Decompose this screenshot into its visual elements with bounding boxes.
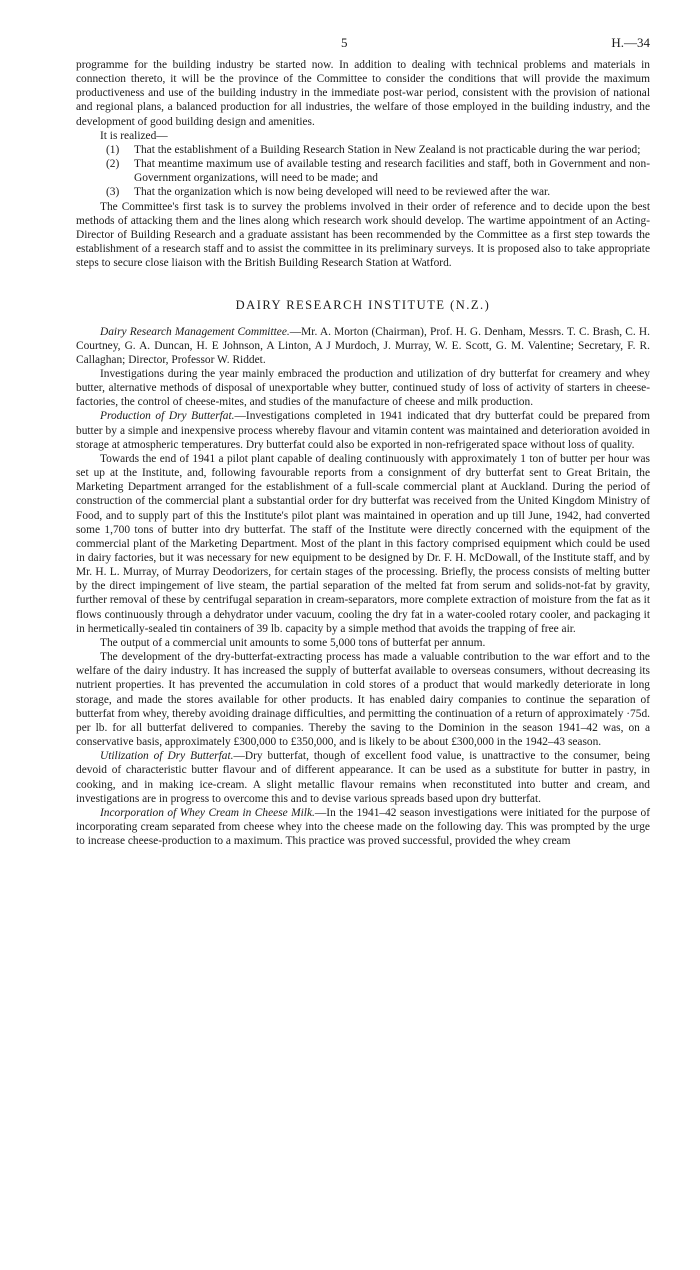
paragraph-output: The output of a commercial unit amounts to some 5,000 tons of butterfat per annum. (100, 636, 486, 649)
paragraph-realized: It is realized— (100, 129, 168, 142)
list-item (76, 143, 650, 157)
list-item (76, 185, 650, 199)
list-item-text: That the organization which is now being developed will need to be reviewed after the war. (134, 186, 551, 199)
realized-list (76, 143, 650, 200)
run-in-heading: Incorporation of Whey Cream in Cheese Milk. (100, 806, 315, 819)
paragraph-text: —In the 1941–42 season investigations were initiated for the purpose of incorporating cream separated from cheese whey into the cheese made on the following day. This was prompted by the urge to increase cheese-production to a maximum. This practice was proved successful, provided the whey cream (76, 806, 650, 848)
paragraph-text: —Mr. A. Morton (Chairman), Prof. H. G. Denham, Messrs. T. C. Brash, C. H. Courtney, G. A. Duncan, H. E Johnson, A Linton, A J Murdoch, J. Murray, W. E. Scott, G. M. Valentine; Secretary, F. R. Callaghan; Director, Professor W. Riddet. (76, 325, 650, 366)
list-item-number: (2) (106, 158, 120, 171)
run-in-heading: Utilization of Dry Butterfat. (100, 750, 234, 763)
paragraph-investigations: Investigations during the year mainly embraced the production and utilization of dry butterfat for creamery and whey butter, alternative methods of disposal of unexportable whey butter, continued study of loss of activity of starters in cheese-factories, the control of cheese-mites, and studies of the manufacture of cheese and milk production. (76, 367, 650, 409)
paragraph-committee-members (76, 325, 650, 367)
document-page (76, 36, 650, 848)
section-heading-dairy: DAIRY RESEARCH INSTITUTE (N.Z.) (235, 298, 491, 313)
paragraph-incorporation (76, 806, 650, 848)
paragraph-production (76, 409, 650, 451)
document-reference: H.—34 (611, 35, 650, 50)
list-item (76, 157, 650, 185)
list-item-text: That the establishment of a Building Research Station in New Zealand is not practicable during the war period; (134, 143, 641, 156)
page-number: 5 (341, 35, 348, 50)
paragraph-programme: programme for the building industry be started now. In addition to dealing with technical problems and materials in connection thereto, it will be the province of the Committee to consider the conditions that will provide the maximum productiveness and use of the building industry in the immediate post-war period, consistent with the provision of national and regional plans, a balanced production for all industries, the welfare of those employed in the building industry, and the development of good building design and amenities. (76, 59, 650, 128)
run-in-heading: Dairy Research Management Committee. (100, 325, 290, 338)
run-in-heading: Production of Dry Butterfat. (100, 410, 235, 423)
paragraph-text: —Investigations completed in 1941 indicated that dry butterfat could be prepared from butter by a simple and inexpensive process whereby flavour and vitamin content was maintained and deterioration avoided in storage at atmospheric temperatures. Dry butterfat could also be exported in non-refrigerated space without loss of quality. (76, 410, 650, 451)
list-item-text: That meantime maximum use of available testing and research facilities and staff, both in Government and non-Government organizations, will need to be made; and (134, 158, 650, 185)
paragraph-utilization (76, 749, 650, 806)
list-item-number: (1) (106, 143, 120, 156)
list-item-number: (3) (106, 186, 120, 199)
paragraph-pilot-plant: Towards the end of 1941 a pilot plant capable of dealing continuously with approximately 1 ton of butter per hour was set up at the Institute, and, following favourable reports from a consignment of dry butterfat sent to Great Britain, the Marketing Department arranged for the establishment of a full-scale commercial plant at Auckland. During the period of construction of the commercial plant a substantial order for dry butterfat was received from the United Kingdom Ministry of Food, and to supply part of this the Institute's pilot plant was maintained in operation and up till June, 1942, had converted some 1,700 tons of butter into dry butterfat. The staff of the Institute were directly concerned with the equipment of the commercial plant of the Marketing Department. Most of the plant in this factory comprised equipment which could be used in dairy factories, but it was necessary for new equipment to be designed by Dr. F. H. McDowall, of the Institute staff, and by Mr. H. L. Murray, of Murray Deodorizers, for certain stages of the processing. Briefly, the process consists of melting butter by the direct impingement of live steam, the partial separation of the melted fat from serum and solids-not-fat by gravity, further removal of these by centrifugal separation in cream-separators, more complete extraction of moisture from the fat as it flows continuously through a dehydrator under vacuum, cooling the dry fat in a water-cooled rotary cooler, and packaging it in hermetically-sealed tin containers of 39 lb. capacity by a simple method that avoids the trapping of free air. (76, 452, 650, 635)
paragraph-development: The development of the dry-butterfat-extracting process has made a valuable contribution to the war effort and to the welfare of the dairy industry. It has increased the supply of butterfat available to overseas consumers, without decreasing its nutrient properties. It has prevented the accumulation in cold stores of a product that would markedly deteriorate in long storage, and made the stores available for other products. It has enabled dairy companies to continue the separation of butterfat from whey, thereby avoiding drainage difficulties, and permitting the continuation of a return of approximately ·75d. per lb. for all butterfat delivered to companies. Thereby the saving to the Dominion in the season 1941–42 was, on a conservative basis, approximately £300,000 to £350,000, and is likely to be about £300,000 in the 1942–43 season. (76, 651, 650, 749)
paragraph-committee-task: The Committee's first task is to survey the problems involved in their order of reference and to decide upon the best methods of attacking them and the lines along which research work should develop. The wartime appointment of an Acting-Director of Building Research and a graduate assistant has been recommended by the Committee as a first step towards the establishment of a research staff and to assist the committee in its preliminary surveys. It is proposed also to take appropriate steps to secure close liaison with the British Building Research Station at Watford. (76, 200, 650, 270)
page-header (76, 36, 650, 58)
paragraph-text: —Dry butterfat, though of excellent food value, is unattractive to the consumer, being devoid of characteristic butter flavour and of different appearance. It can be used as a substitute for butter in pastry, in cooking, and in making ice-cream. A slight metallic flavour remains when reconstituted into butter and cream, and investigations are in progress to overcome this and to devise various spreads based upon dry butterfat. (76, 750, 650, 805)
